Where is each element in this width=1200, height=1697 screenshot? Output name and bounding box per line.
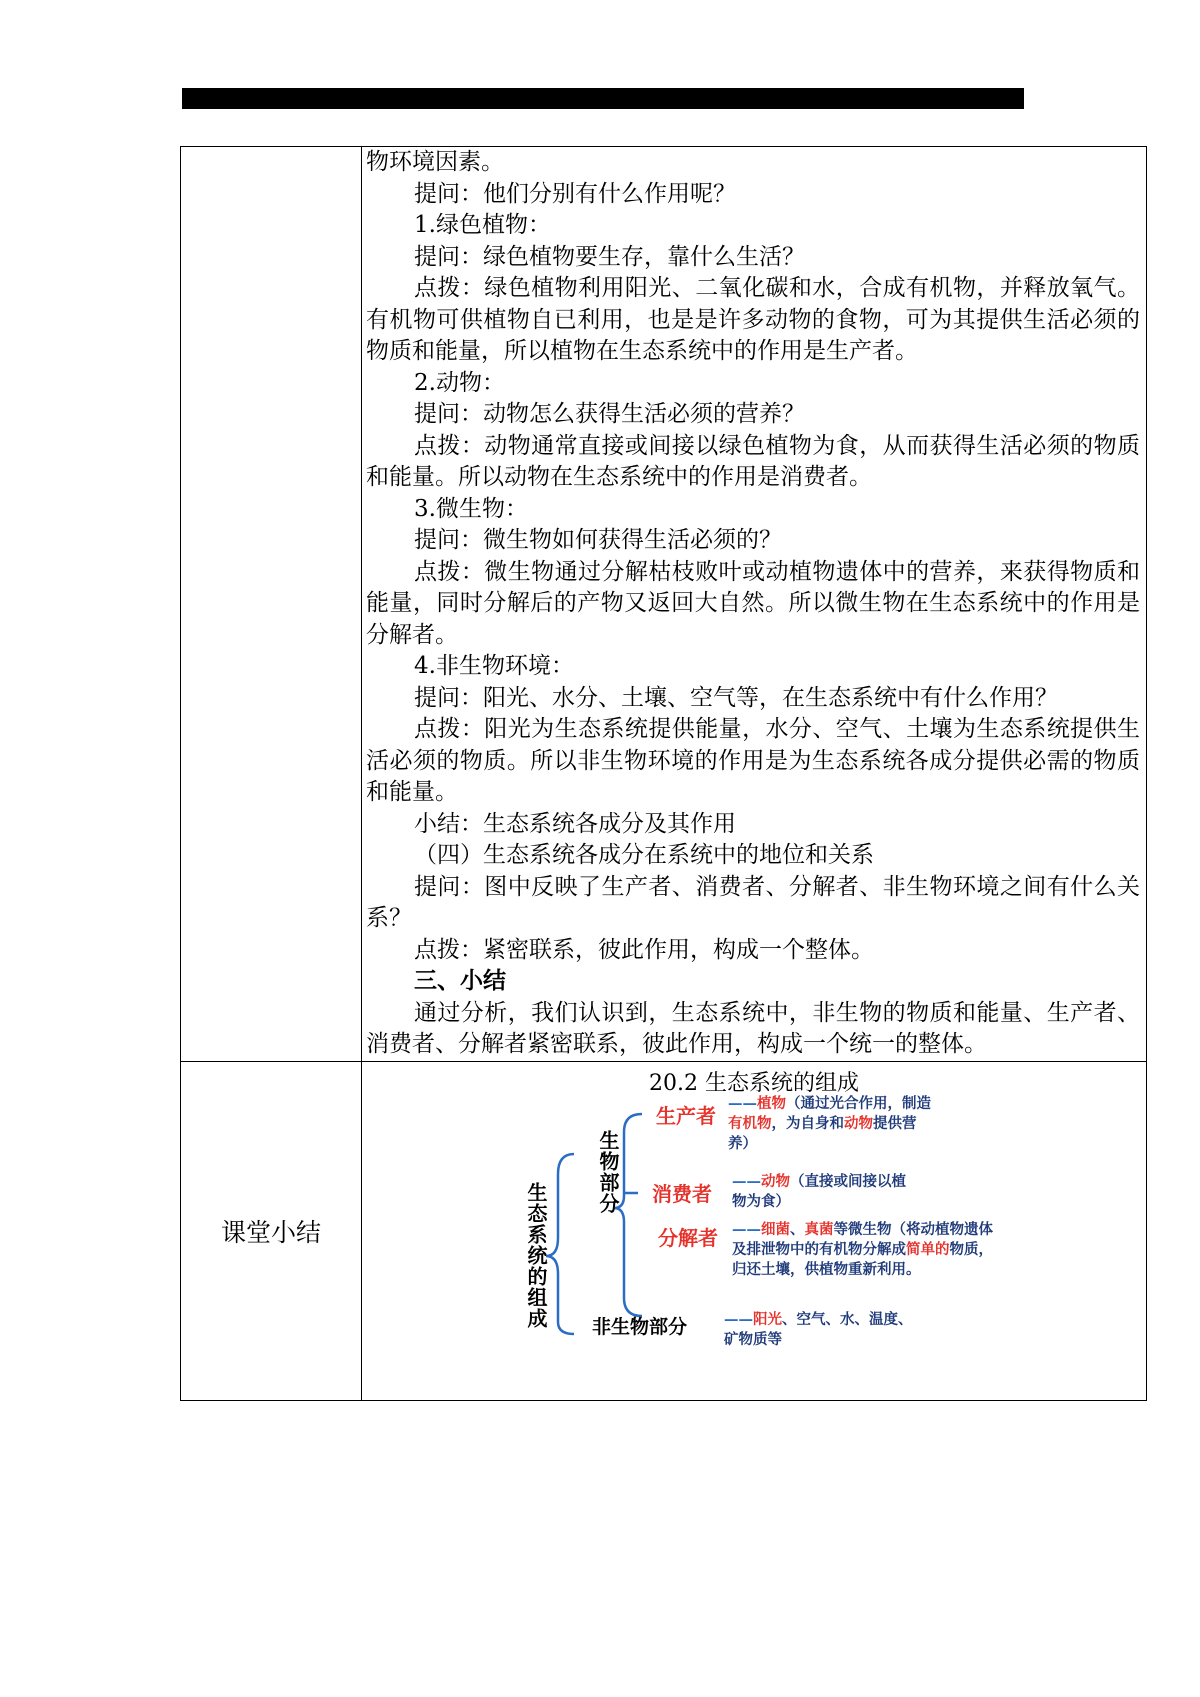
text-line: 3.微生物： [414,495,528,522]
text-line: 点拨：绿色植物利用阳光、二氧化碳和水，合成有机物，并释放氧气。有机物可供植物自已利用，也是是许多动物的食物，可为其提供生活必须的物质和能量，所以植物在生态系统中的作用是生产者。 [366,275,1140,364]
desc-fragment: 新利用。 [862,1261,921,1278]
desc-fragment: 动物 [844,1115,873,1132]
text-line: 提问：图中反映了生产者、消费者、分解者、非生物环境之间有什么关系？ [366,873,1140,931]
text-line: 4.非生物环境： [414,653,574,679]
decomposer-label: 分解者 [658,1225,718,1250]
desc-fragment: 以植物为食） [732,1173,906,1210]
consumer-label: 消费者 [652,1181,712,1206]
text-line: 点拨：动物通常直接或间接以绿色植物为食，从而获得生活必须的物质和能量。所以动物在生态系统中的作用是消费者。 [366,432,1140,490]
consumer-desc: ——动物（直接或间接以植物为食） [732,1173,906,1210]
producer-label: 生产者 [656,1103,716,1128]
desc-fragment: 提供营养） [728,1115,917,1152]
table-row [181,147,1147,1062]
text-line: 2.动物： [414,369,505,396]
text-line: 提问：绿色植物要生存，靠什么生活？ [414,243,805,270]
desc-fragment: （通过光合作用， [786,1095,902,1112]
text-line: 小结：生态系统各成分及其作用 [414,810,736,837]
desc-fragment: 、 [790,1221,805,1238]
root-label: 生态系统的组成 [524,1181,548,1329]
abiotic-desc: ——阳光、空气、水、温度、矿物质等 [724,1311,913,1348]
desc-fragment: 动物 [761,1173,790,1190]
desc-fragment: 细菌 [761,1221,790,1238]
ecosystem-diagram [362,1062,1146,1400]
text-line: 1.绿色植物： [414,212,551,238]
desc-fragment: 度、矿物质等 [724,1311,913,1348]
nonliving-part-label: 非生物部分 [592,1315,688,1338]
diagram-cell [362,1061,1147,1400]
desc-fragment: 制造 [902,1095,931,1112]
lesson-body-text [362,147,1146,1061]
content-cell [362,147,1147,1062]
desc-fragment: 阳光 [753,1311,782,1328]
text-line: 物环境因素。 [366,149,504,175]
desc-fragment: （直接或间接 [790,1173,877,1190]
text-line: 通过分析，我们认识到，生态系统中，非生物的物质和能量、生产者、消费者、分解者紧密联系，彼此作用，构成一个统一的整体。 [366,999,1140,1057]
text-line: 点拨：紧密联系，彼此作用，构成一个整体。 [414,936,874,963]
text-line: 提问：微生物如何获得生活必须的？ [414,527,782,553]
desc-fragment: 有机物 [728,1115,772,1132]
header-bar [182,88,1024,109]
desc-fragment: 、空气、水、温 [782,1311,884,1328]
living-part-label: 生物部分 [596,1129,620,1214]
text-line: 提问：阳光、水分、土壤、空气等，在生态系统中有什么作用？ [414,684,1058,711]
text-line: 三、小结 [414,968,506,994]
producer-desc: ——植物（通过光合作用，制造有机物，为自身和动物提供营养） [728,1095,931,1152]
desc-fragment: 物遗体及排泄物中的有机物分解成 [732,1221,993,1258]
desc-fragment: 物质，归还土壤，供植物重 [732,1241,993,1278]
summary-label: 课堂小结 [181,1061,362,1400]
desc-fragment: 真菌 [804,1221,834,1238]
diagram-title: 20.2 生态系统的组成 [649,1070,859,1096]
desc-fragment: ，为自身和 [771,1115,844,1132]
decomposer-desc: ——细菌、真菌等微生物（将动植物遗体及排泄物中的有机物分解成简单的物质，归还土壤，供植物重新利用。 [732,1221,993,1278]
text-line: （四）生态系统各成分在系统中的地位和关系 [414,842,874,868]
desc-fragment: 简单的 [906,1241,950,1258]
text-line: 提问：动物怎么获得生活必须的营养？ [414,401,805,427]
table-row [181,1061,1147,1400]
text-line: 提问：他们分别有什么作用呢？ [414,180,736,207]
desc-fragment: 等微生物（将动植 [833,1221,950,1238]
empty-label-cell [181,147,362,1062]
text-line: 点拨：微生物通过分解枯枝败叶或动植物遗体中的营养，来获得物质和能量，同时分解后的产物又返回大自然。所以微生物在生态系统中的作用是分解者。 [366,558,1140,648]
desc-fragment: 植物 [757,1095,786,1112]
lesson-table [180,146,1147,1401]
text-line: 点拨：阳光为生态系统提供能量，水分、空气、土壤为生态系统提供生活必须的物质。所以非生物环境的作用是为生态系统各成分提供必需的物质和能量。 [366,716,1140,805]
